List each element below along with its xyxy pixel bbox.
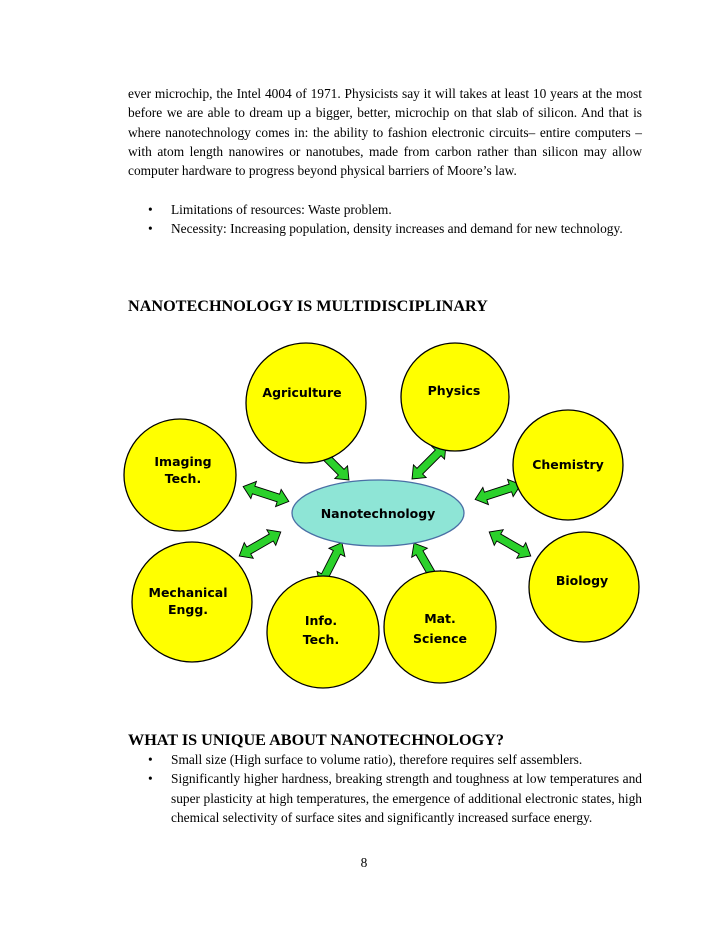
list-item: [128, 219, 642, 238]
section-heading-unique: WHAT IS UNIQUE ABOUT NANOTECHNOLOGY?: [128, 731, 504, 749]
arrow-mechanical: [235, 524, 286, 564]
bullet-icon: •: [148, 221, 153, 237]
node-info-tech: [267, 576, 379, 688]
node-biology: [529, 532, 639, 642]
page-number: 8: [360, 855, 368, 870]
arrow-biology: [485, 524, 536, 564]
node-label: Info.: [304, 613, 338, 628]
node-label: Tech.: [302, 632, 340, 647]
bullet-text: Small size (High surface to volume ratio), therefore requires self assemblers.: [171, 752, 583, 767]
node-label: Chemistry: [532, 457, 604, 472]
bullet-text: Limitations of resources: Waste problem.: [171, 202, 392, 217]
arrow-imaging: [240, 478, 291, 510]
node-agriculture: [246, 343, 366, 463]
node-label: Imaging: [154, 454, 212, 469]
node-chemistry: [513, 410, 623, 520]
multidisciplinary-diagram: [120, 340, 640, 690]
node-label: Tech.: [164, 471, 202, 486]
node-physics: [401, 343, 509, 451]
intro-paragraph: ever microchip, the Intel 4004 of 1971. Physicists say it will takes at least 10 years at the most before we are able to dream up a bigger, better, microchip on that slab of silicon. And that is where nanotechnology comes in: the ability to fashion electronic circuits– entire computers –with atom length nanowires or nanotubes, made from carbon rather than silicon may allow computer hardware to progress beyond physical barriers of Moore’s law.: [128, 86, 642, 179]
node-mat-science: [384, 571, 496, 683]
list-item: [128, 200, 642, 219]
node-label: Physics: [427, 383, 481, 398]
node-nanotechnology: [292, 480, 464, 546]
node-label: Engg.: [167, 602, 209, 617]
node-mechanical: [132, 542, 252, 662]
node-label: Mechanical: [148, 585, 228, 600]
bullet-icon: •: [148, 771, 153, 787]
bullet-text: Necessity: Increasing population, density increases and demand for new technology.: [171, 221, 623, 237]
node-imaging: [124, 419, 236, 531]
node-label: Agriculture: [262, 385, 342, 400]
bullet-icon: •: [148, 752, 153, 767]
node-label: Biology: [555, 573, 609, 588]
intro-bullet-list: [128, 200, 642, 239]
center-label: Nanotechnology: [320, 506, 436, 521]
diagram-canvas: [120, 340, 640, 690]
list-item: [128, 750, 642, 769]
list-item: [128, 769, 642, 827]
unique-bullet-list: [128, 750, 642, 827]
section-heading-multidisciplinary: NANOTECHNOLOGY IS MULTIDISCIPLINARY: [128, 297, 488, 315]
node-label: Science: [413, 631, 467, 646]
bullet-icon: •: [148, 202, 153, 217]
bullet-text: Significantly higher hardness, breaking strength and toughness at low temperatures and super plasticity at high temperatures, the emergence of additional electronic states, high chemical selectivity of surface sites and significantly increased surface energy.: [171, 771, 642, 825]
node-label: Mat.: [424, 611, 456, 626]
